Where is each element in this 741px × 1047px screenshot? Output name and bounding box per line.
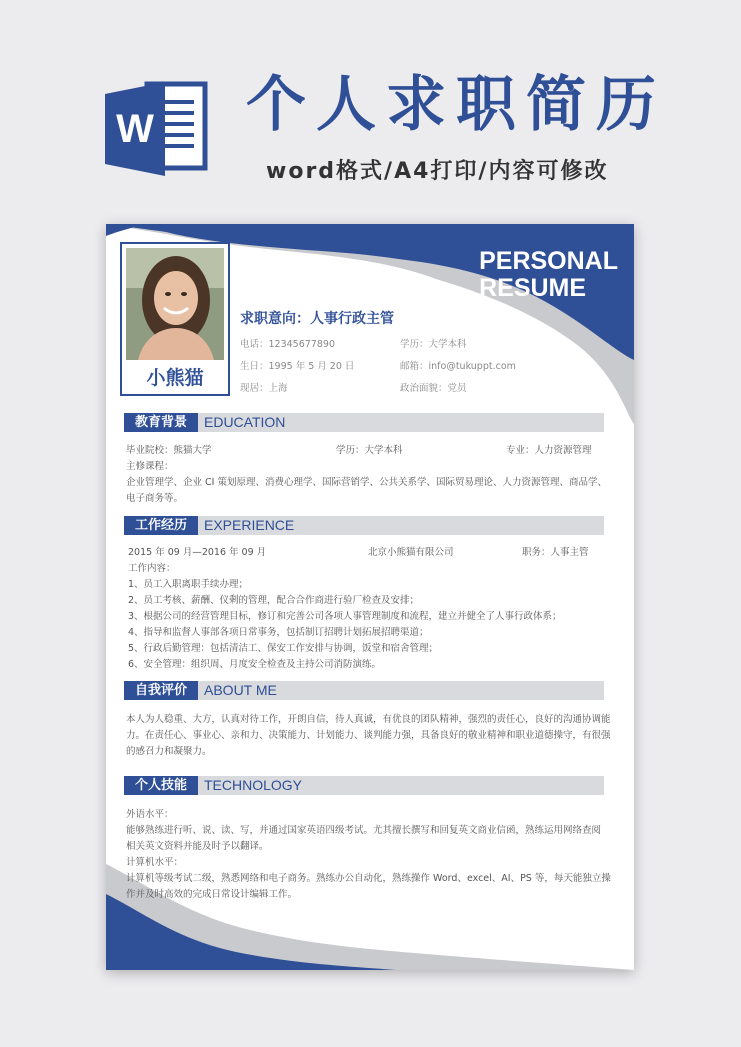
courses-line: 企业管理学、企业 CI 策划原理、消费心理学、国际营销学、公共关系学、国际贸易理论、人力资源管理、商品学、	[126, 477, 607, 488]
section-header-skills	[124, 776, 604, 795]
language-line: 相关英文资料并能及时予以翻译。	[126, 841, 269, 852]
section-header-education	[124, 413, 604, 432]
work-content-block	[128, 561, 606, 673]
photo-card	[120, 242, 230, 396]
section-title-cn: 教育背景	[124, 413, 198, 432]
computer-label: 计算机水平：	[126, 857, 184, 868]
school-text: 毕业院校：熊猫大学	[126, 445, 212, 456]
list-item: 2、员工考核、薪酬、仪剩的管理，配合合作商进行验厂检查及安排；	[128, 595, 420, 606]
major-text: 专业：人力资源管理	[506, 445, 592, 456]
section-header-about	[124, 681, 604, 700]
list-item: 4、指导和监督人事部各项日常事务，包括制订招聘计划拓展招聘渠道；	[128, 627, 429, 638]
section-title-cn: 个人技能	[124, 776, 198, 795]
section-title-en: ABOUT ME	[204, 682, 277, 698]
position-text: 职务：人事主管	[522, 547, 589, 558]
skills-block	[126, 807, 611, 903]
resume-page	[106, 224, 634, 970]
personal-label: PERSONAL	[479, 247, 618, 275]
work-period: 2015 年 09 月—2016 年 09 月	[128, 547, 267, 558]
candidate-name: 小熊猫	[146, 367, 204, 389]
residence-text: 现居：上海	[240, 383, 288, 394]
list-item: 6、安全管理：组织周、月度安全检查及主持公司消防演练。	[128, 659, 382, 670]
word-logo-letter: W	[116, 107, 154, 151]
section-title-en: EXPERIENCE	[204, 517, 295, 533]
work-content-label: 工作内容：	[128, 563, 176, 574]
education-level-text: 学历：大学本科	[400, 339, 467, 350]
degree-text: 学历：大学本科	[336, 445, 403, 456]
section-title-cn: 工作经历	[124, 516, 198, 535]
birth-text: 生日：1995 年 5 月 20 日	[240, 361, 355, 372]
banner	[0, 0, 741, 225]
section-title-cn: 自我评价	[124, 681, 198, 700]
courses-block	[126, 459, 607, 507]
computer-line: 作并及时高效的完成日常设计编辑工作。	[126, 889, 298, 900]
politics-text: 政治面貌：党员	[400, 383, 467, 394]
email-text: 邮箱：info@tukuppt.com	[400, 361, 516, 372]
word-doc-icon	[105, 78, 210, 180]
computer-line: 计算机等级考试二级，熟悉网络和电子商务。熟练办公自动化，熟练操作 Word、excel、AI、PS 等，每天能独立操	[126, 873, 611, 884]
personal-resume-heading	[479, 248, 618, 302]
list-item: 1、员工入职离职手续办理；	[128, 579, 249, 590]
courses-line: 电子商务等。	[126, 493, 184, 504]
about-line: 的感召力和凝聚力。	[126, 746, 212, 757]
section-header-experience	[124, 516, 604, 535]
section-title-en: EDUCATION	[204, 414, 286, 430]
about-block	[126, 712, 611, 760]
company-name: 北京小熊猫有限公司	[368, 547, 454, 558]
about-line: 力。在责任心、事业心、亲和力、决策能力、计划能力、谈判能力强，具备良好的敬业精神和职业道德操守，有很强	[126, 730, 611, 741]
section-title-en: TECHNOLOGY	[204, 777, 303, 793]
language-line: 能够熟练进行听、说、读、写，并通过国家英语四级考试。尤其擅长撰写和回复英文商业信函，熟练运用网络查阅	[126, 825, 602, 836]
language-label: 外语水平：	[126, 809, 174, 820]
banner-subtitle: word格式/A4打印/内容可修改	[266, 159, 609, 184]
job-intent: 求职意向：人事行政主管	[240, 311, 394, 327]
list-item: 3、根据公司的经营管理目标，修订和完善公司各项人事管理制度和流程，建立并健全了人事行政体系；	[128, 611, 562, 622]
about-line: 本人为人稳重、大方，认真对待工作，开朗自信，待人真诚，有优良的团队精神，强烈的责任心，良好的沟通协调能	[126, 714, 611, 725]
phone-text: 电话：12345677890	[240, 339, 335, 350]
profile-photo	[126, 248, 224, 360]
resume-label: RESUME	[479, 274, 587, 302]
list-item: 5、行政后勤管理：包括清洁工、保安工作安排与协调，饭堂和宿舍管理；	[128, 643, 439, 654]
courses-label: 主修课程：	[126, 461, 174, 472]
banner-title: 个人求职简历	[246, 70, 666, 140]
